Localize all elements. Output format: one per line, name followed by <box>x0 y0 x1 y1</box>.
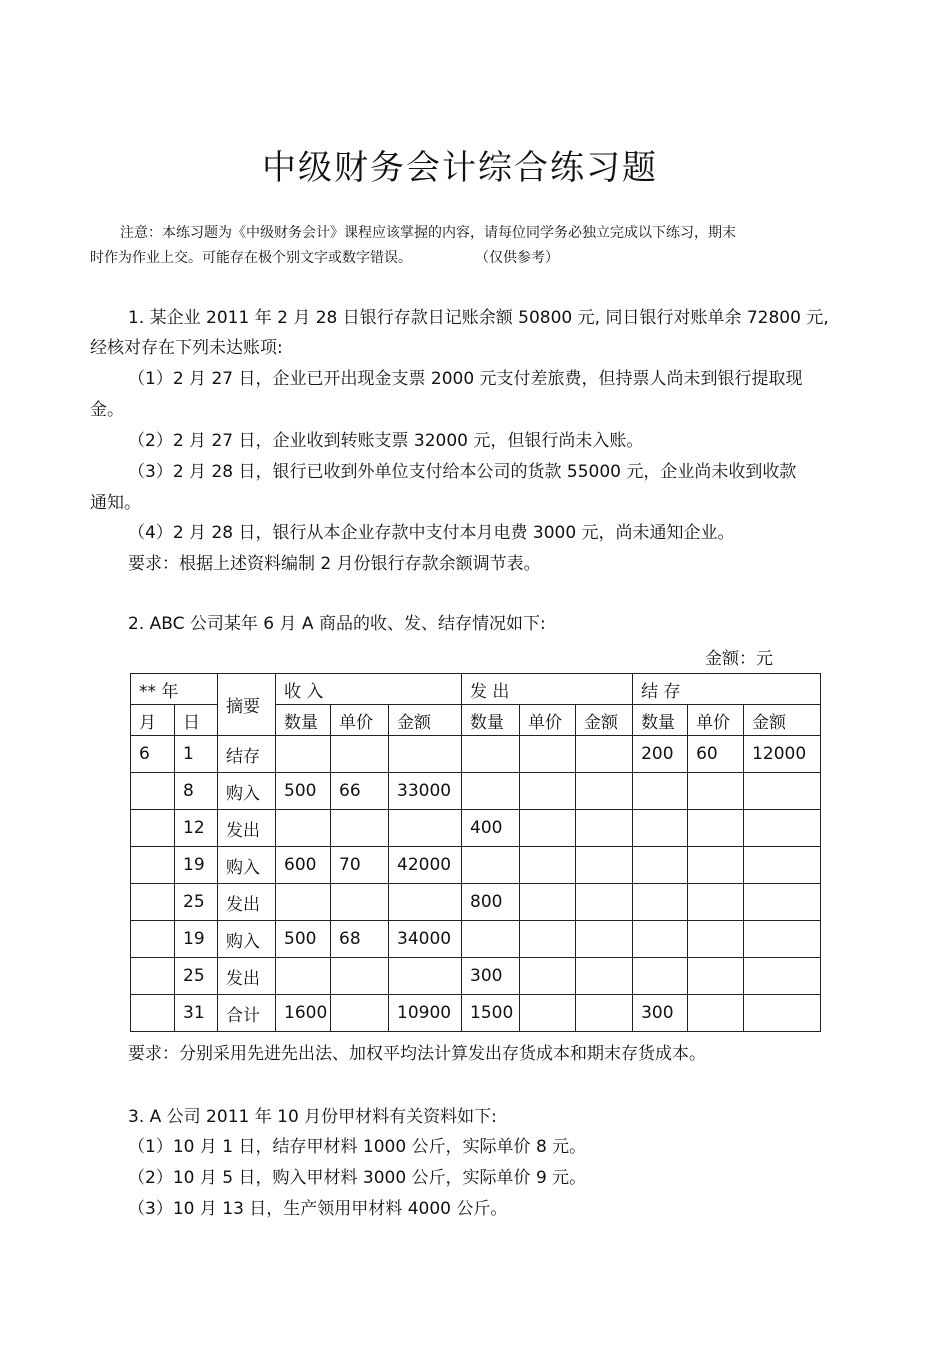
table-cell-oa <box>576 884 633 921</box>
table-cell-bp <box>688 773 744 810</box>
table-cell-m <box>131 847 175 884</box>
table-cell-ia: 42000 <box>389 847 462 884</box>
header-out-price: 单价 <box>520 705 576 736</box>
header-in-amount: 金额 <box>389 705 462 736</box>
table-cell-ip <box>331 736 389 773</box>
table-row <box>131 921 821 958</box>
inventory-table <box>130 673 821 1032</box>
note-reference: （仅供参考） <box>475 250 559 266</box>
table-cell-ia <box>389 958 462 995</box>
table-cell-ia: 33000 <box>389 773 462 810</box>
table-cell-d: 25 <box>175 884 218 921</box>
table-cell-s: 结存 <box>218 736 276 773</box>
table-cell-oa <box>576 773 633 810</box>
table-cell-s: 发出 <box>218 884 276 921</box>
table-cell-bq <box>633 884 688 921</box>
table-cell-d: 1 <box>175 736 218 773</box>
table-row <box>131 847 821 884</box>
note-line-2: 时作为作业上交。可能存在极个别文字或数字错误。 <box>90 250 412 266</box>
table-cell-bq: 200 <box>633 736 688 773</box>
header-year: ** 年 <box>131 674 218 705</box>
q1-line-1: 1. 某企业 2011 年 2 月 28 日银行存款日记账余额 50800 元, 同日银行对账单余 72800 元, <box>128 308 829 328</box>
table-cell-op <box>520 921 576 958</box>
table-cell-oa <box>576 958 633 995</box>
q1-item-1a: （1）2 月 27 日，企业已开出现金支票 2000 元支付差旅费，但持票人尚未到银行提取现 <box>128 369 803 389</box>
table-cell-bp <box>688 995 744 1032</box>
table-cell-op <box>520 995 576 1032</box>
table-cell-d: 19 <box>175 921 218 958</box>
table-cell-oq: 800 <box>462 884 520 921</box>
table-cell-bq <box>633 921 688 958</box>
table-cell-s: 购入 <box>218 921 276 958</box>
table-cell-d: 25 <box>175 958 218 995</box>
header-bal-qty: 数量 <box>633 705 688 736</box>
header-summary: 摘要 <box>218 674 276 736</box>
table-cell-oq: 400 <box>462 810 520 847</box>
table-cell-oa <box>576 736 633 773</box>
table-cell-oq <box>462 773 520 810</box>
table-cell-bq <box>633 958 688 995</box>
table-cell-iq <box>276 884 331 921</box>
table-cell-ip <box>331 995 389 1032</box>
table-cell-ba <box>744 995 821 1032</box>
q1-item-3a: （3）2 月 28 日，银行已收到外单位支付给本公司的货款 55000 元，企业尚未收到收款 <box>128 462 797 482</box>
header-balance: 结 存 <box>633 674 821 705</box>
header-bal-amount: 金额 <box>744 705 821 736</box>
table-cell-m <box>131 810 175 847</box>
q3-item-3: （3）10 月 13 日，生产领用甲材料 4000 公斤。 <box>128 1199 508 1219</box>
table-cell-oq <box>462 921 520 958</box>
table-cell-op <box>520 884 576 921</box>
q1-item-3b: 通知。 <box>90 493 141 513</box>
table-cell-s: 购入 <box>218 773 276 810</box>
header-bal-price: 单价 <box>688 705 744 736</box>
table-cell-d: 12 <box>175 810 218 847</box>
q3-item-1: （1）10 月 1 日，结存甲材料 1000 公斤，实际单价 8 元。 <box>128 1137 587 1157</box>
table-cell-bq <box>633 810 688 847</box>
table-cell-bp <box>688 884 744 921</box>
table-cell-s: 购入 <box>218 847 276 884</box>
table-row <box>131 958 821 995</box>
table-cell-iq: 1600 <box>276 995 331 1032</box>
q3-intro: 3. A 公司 2011 年 10 月份甲材料有关资料如下: <box>128 1107 497 1127</box>
table-cell-ba: 12000 <box>744 736 821 773</box>
header-out-qty: 数量 <box>462 705 520 736</box>
table-cell-ip <box>331 884 389 921</box>
table-cell-ia: 34000 <box>389 921 462 958</box>
table-cell-ba <box>744 921 821 958</box>
table-cell-m <box>131 773 175 810</box>
table-cell-op <box>520 810 576 847</box>
q1-item-4: （4）2 月 28 日，银行从本企业存款中支付本月电费 3000 元，尚未通知企业。 <box>128 523 735 543</box>
table-row <box>131 995 821 1032</box>
table-cell-ip <box>331 810 389 847</box>
q2-unit-label: 金额：元 <box>705 649 773 669</box>
table-cell-op <box>520 958 576 995</box>
table-cell-ba <box>744 810 821 847</box>
table-cell-ia <box>389 884 462 921</box>
table-cell-m <box>131 958 175 995</box>
table-cell-s: 发出 <box>218 810 276 847</box>
q1-item-1b: 金。 <box>90 400 124 420</box>
table-cell-s: 发出 <box>218 958 276 995</box>
page-title: 中级财务会计综合练习题 <box>262 148 658 188</box>
table-cell-op <box>520 847 576 884</box>
table-cell-ia: 10900 <box>389 995 462 1032</box>
note-line-1: 注意：本练习题为《中级财务会计》课程应该掌握的内容，请每位同学务必独立完成以下练习，期末 <box>120 225 736 241</box>
table-cell-iq <box>276 958 331 995</box>
table-cell-bp <box>688 921 744 958</box>
table-cell-bq: 300 <box>633 995 688 1032</box>
q3-item-2: （2）10 月 5 日，购入甲材料 3000 公斤，实际单价 9 元。 <box>128 1168 587 1188</box>
header-out-amount: 金额 <box>576 705 633 736</box>
table-cell-oq: 1500 <box>462 995 520 1032</box>
table-cell-iq: 600 <box>276 847 331 884</box>
q1-item-2: （2）2 月 27 日，企业收到转账支票 32000 元，但银行尚未入账。 <box>128 431 644 451</box>
table-cell-ba <box>744 884 821 921</box>
table-cell-ia <box>389 736 462 773</box>
table-cell-bp <box>688 958 744 995</box>
table-cell-d: 19 <box>175 847 218 884</box>
table-cell-oq: 300 <box>462 958 520 995</box>
table-cell-ip: 66 <box>331 773 389 810</box>
header-out: 发 出 <box>462 674 633 705</box>
table-cell-oa <box>576 810 633 847</box>
table-cell-bq <box>633 847 688 884</box>
header-in-qty: 数量 <box>276 705 331 736</box>
table-cell-iq: 500 <box>276 921 331 958</box>
table-cell-bp: 60 <box>688 736 744 773</box>
table-cell-oa <box>576 921 633 958</box>
table-cell-s: 合计 <box>218 995 276 1032</box>
table-cell-ba <box>744 773 821 810</box>
table-row <box>131 736 821 773</box>
table-cell-m <box>131 884 175 921</box>
table-cell-oa <box>576 847 633 884</box>
table-cell-m <box>131 995 175 1032</box>
table-cell-oq <box>462 736 520 773</box>
table-cell-d: 8 <box>175 773 218 810</box>
table-cell-ip: 70 <box>331 847 389 884</box>
table-cell-oa <box>576 995 633 1032</box>
header-day: 日 <box>175 705 218 736</box>
table-row <box>131 773 821 810</box>
table-cell-ba <box>744 847 821 884</box>
table-header-row-1 <box>131 674 821 705</box>
table-cell-op <box>520 736 576 773</box>
table-cell-ia <box>389 810 462 847</box>
table-cell-d: 31 <box>175 995 218 1032</box>
q1-line-2: 经核对存在下列未达账项: <box>90 338 283 358</box>
table-cell-m: 6 <box>131 736 175 773</box>
table-cell-op <box>520 773 576 810</box>
header-month: 月 <box>131 705 175 736</box>
table-row <box>131 810 821 847</box>
header-in-price: 单价 <box>331 705 389 736</box>
q2-intro: 2. ABC 公司某年 6 月 A 商品的收、发、结存情况如下: <box>128 614 546 634</box>
header-in: 收 入 <box>276 674 462 705</box>
table-cell-ba <box>744 958 821 995</box>
table-cell-oq <box>462 847 520 884</box>
table-cell-bp <box>688 847 744 884</box>
table-cell-ip: 68 <box>331 921 389 958</box>
table-cell-ip <box>331 958 389 995</box>
table-cell-m <box>131 921 175 958</box>
table-cell-iq <box>276 810 331 847</box>
table-cell-bp <box>688 810 744 847</box>
q1-requirement: 要求：根据上述资料编制 2 月份银行存款余额调节表。 <box>128 554 541 574</box>
table-row <box>131 884 821 921</box>
table-cell-bq <box>633 773 688 810</box>
table-cell-iq <box>276 736 331 773</box>
table-cell-iq: 500 <box>276 773 331 810</box>
q2-requirement: 要求：分别采用先进先出法、加权平均法计算发出存货成本和期末存货成本。 <box>128 1044 706 1064</box>
